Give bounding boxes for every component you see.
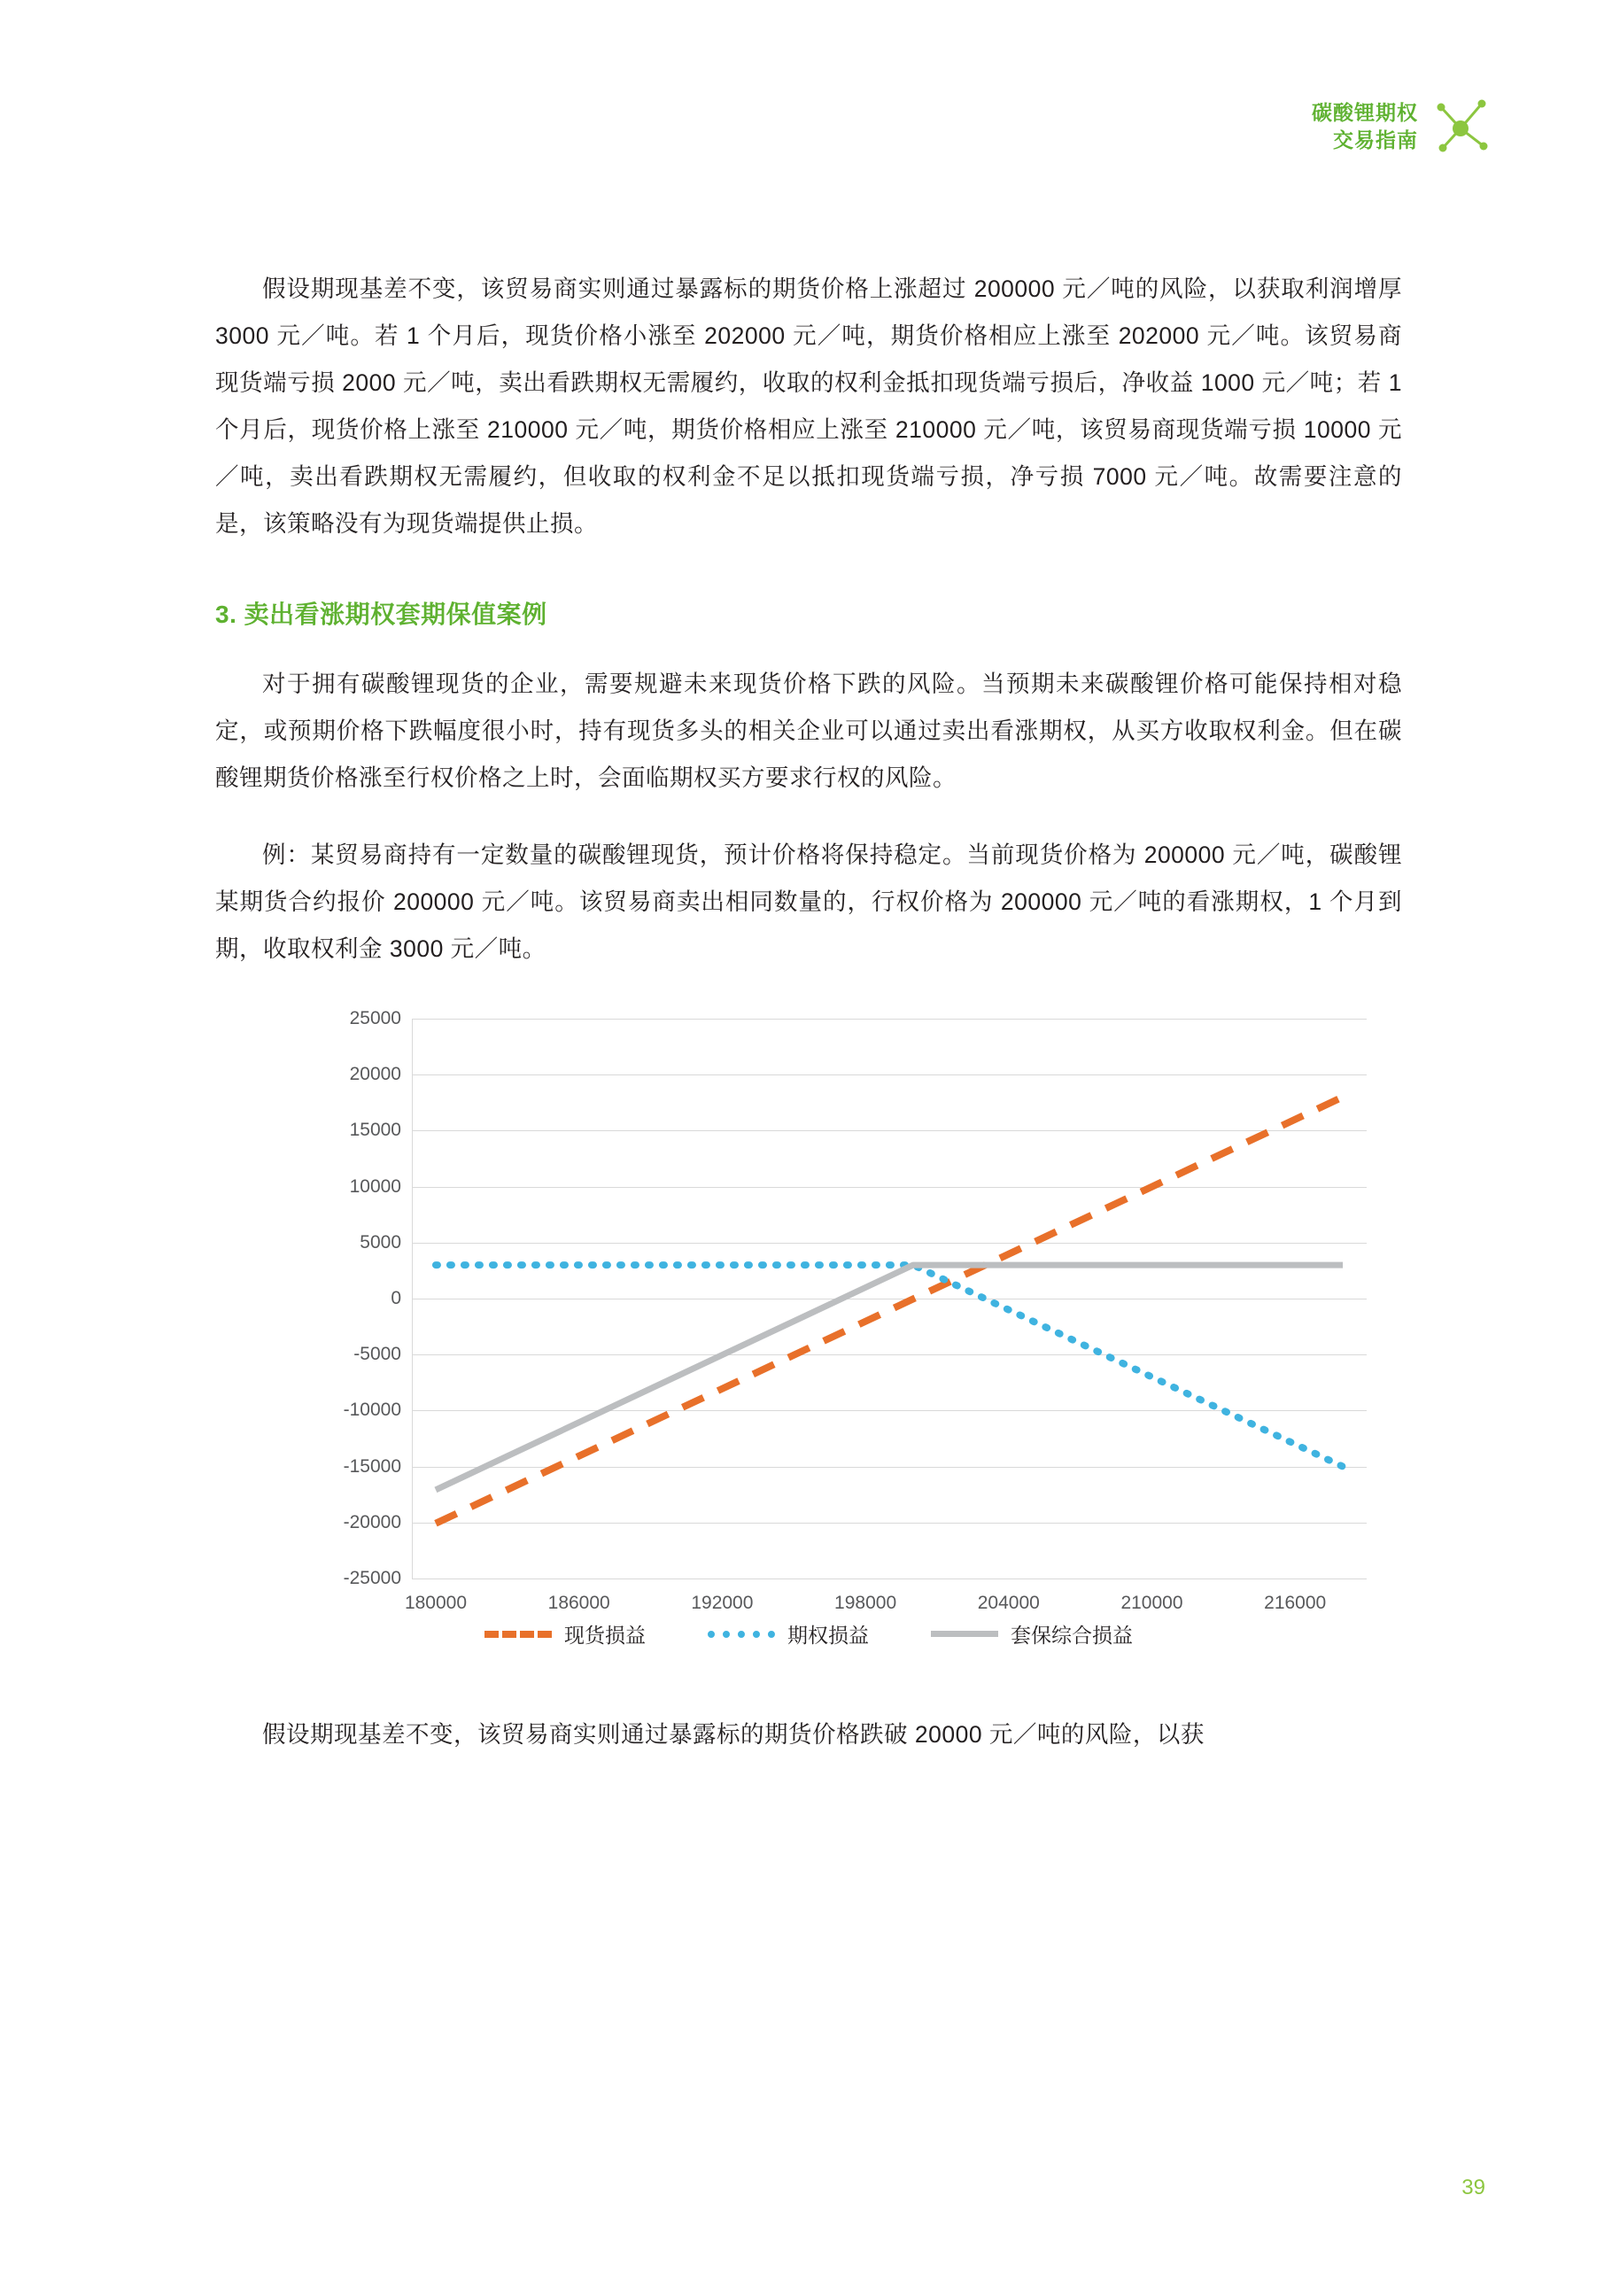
paragraph-3: 例：某贸易商持有一定数量的碳酸锂现货，预计价格将保持稳定。当前现货价格为 200000 元／吨，碳酸锂某期货合约报价 200000 元／吨。该贸易商卖出相同数量的，行权价格为 200000 元／吨的看涨期权，1 个月到期，收取权利金 3000 元／吨。 [215, 842, 1402, 962]
main-content [215, 266, 1402, 1758]
x-tick-label: 216000 [1264, 1593, 1327, 1613]
brand-title-line1: 碳酸锂期权 [1312, 100, 1418, 124]
spacer [215, 547, 1402, 595]
x-tick-label: 210000 [1120, 1593, 1183, 1613]
gridline [412, 1578, 1367, 1579]
paragraph-2: 对于拥有碳酸锂现货的企业，需要规避未来现货价格下跌的风险。当预期未来碳酸锂价格可能保持相对稳定，或预期价格下跌幅度很小时，持有现货多头的相关企业可以通过卖出看涨期权，从买方收取权利金。但在碳酸锂期货价格涨至行权价格之上时，会面临期权买方要求行权的风险。 [215, 671, 1402, 791]
y-tick-label: -15000 [343, 1455, 401, 1477]
y-tick-label: 20000 [349, 1064, 401, 1085]
spacer [215, 802, 1402, 832]
legend-item-combined [931, 1619, 1133, 1648]
y-tick-label: 0 [391, 1288, 401, 1308]
y-tick-label: -25000 [343, 1568, 401, 1588]
legend-swatch-icon [484, 1631, 552, 1638]
y-tick-label: 25000 [349, 1008, 401, 1028]
legend-label: 套保综合损益 [1011, 1624, 1133, 1647]
chart-legend [215, 1619, 1402, 1648]
legend-swatch-icon [931, 1631, 998, 1637]
y-tick-label: 15000 [349, 1120, 401, 1141]
payoff-chart [215, 999, 1402, 1681]
x-tick-label: 204000 [977, 1593, 1040, 1613]
x-tick-label: 186000 [547, 1593, 610, 1613]
series-option-pl [436, 1265, 1343, 1467]
legend-swatch-icon [708, 1631, 775, 1638]
y-tick-label: -10000 [343, 1400, 401, 1421]
section-heading: 3. 卖出看涨期权套期保值案例 [215, 601, 547, 628]
paragraph-4: 假设期现基差不变，该贸易商实则通过暴露标的期货价格跌破 20000 元／吨的风险，以获 [262, 1721, 1205, 1748]
legend-label: 期权损益 [787, 1624, 869, 1647]
brand-header [1312, 93, 1492, 160]
y-tick-label: -20000 [343, 1511, 401, 1532]
series-spot-pl [436, 1097, 1343, 1523]
x-tick-label: 180000 [404, 1593, 468, 1613]
brand-title [1312, 99, 1418, 154]
series-combined-pl [436, 1265, 1343, 1490]
spacer [215, 1681, 1402, 1711]
x-tick-label: 198000 [834, 1593, 897, 1613]
legend-item-spot [484, 1619, 646, 1648]
paragraph-1: 假设期现基差不变，该贸易商实则通过暴露标的期货价格上涨超过 200000 元／吨的风险，以获取利润增厚 3000 元／吨。若 1 个月后，现货价格小涨至 202000 元／吨，期货价格相应上涨至 202000 元／吨。该贸易商现货端亏损 2000 元／吨，卖出看跌期权无需履约，收取的权利金抵扣现货端亏损后，净收益 1000 元／吨；若 1 个月后，现货价格上涨至 210000 元／吨，期货价格相应上涨至 210000 元／吨，该贸易商现货端亏损 10000 元／吨，卖出看跌期权无需履约，但收取的权利金不足以抵扣现货端亏损，净亏损 7000 元／吨。故需要注意的是，该策略没有为现货端提供止损。 [215, 275, 1402, 537]
chart-plot-area [343, 1008, 1367, 1613]
molecule-logo-icon [1430, 93, 1492, 160]
legend-item-option [708, 1619, 869, 1648]
y-tick-label: -5000 [353, 1344, 401, 1365]
y-tick-label: 5000 [360, 1231, 401, 1253]
x-tick-label: 192000 [691, 1593, 754, 1613]
chart-series-svg [412, 1019, 1367, 1578]
page-number: 39 [1461, 2176, 1485, 2199]
legend-label: 现货损益 [564, 1624, 646, 1647]
spacer [215, 631, 1402, 661]
y-tick-label: 10000 [349, 1175, 401, 1197]
brand-title-line2: 交易指南 [1333, 128, 1418, 151]
